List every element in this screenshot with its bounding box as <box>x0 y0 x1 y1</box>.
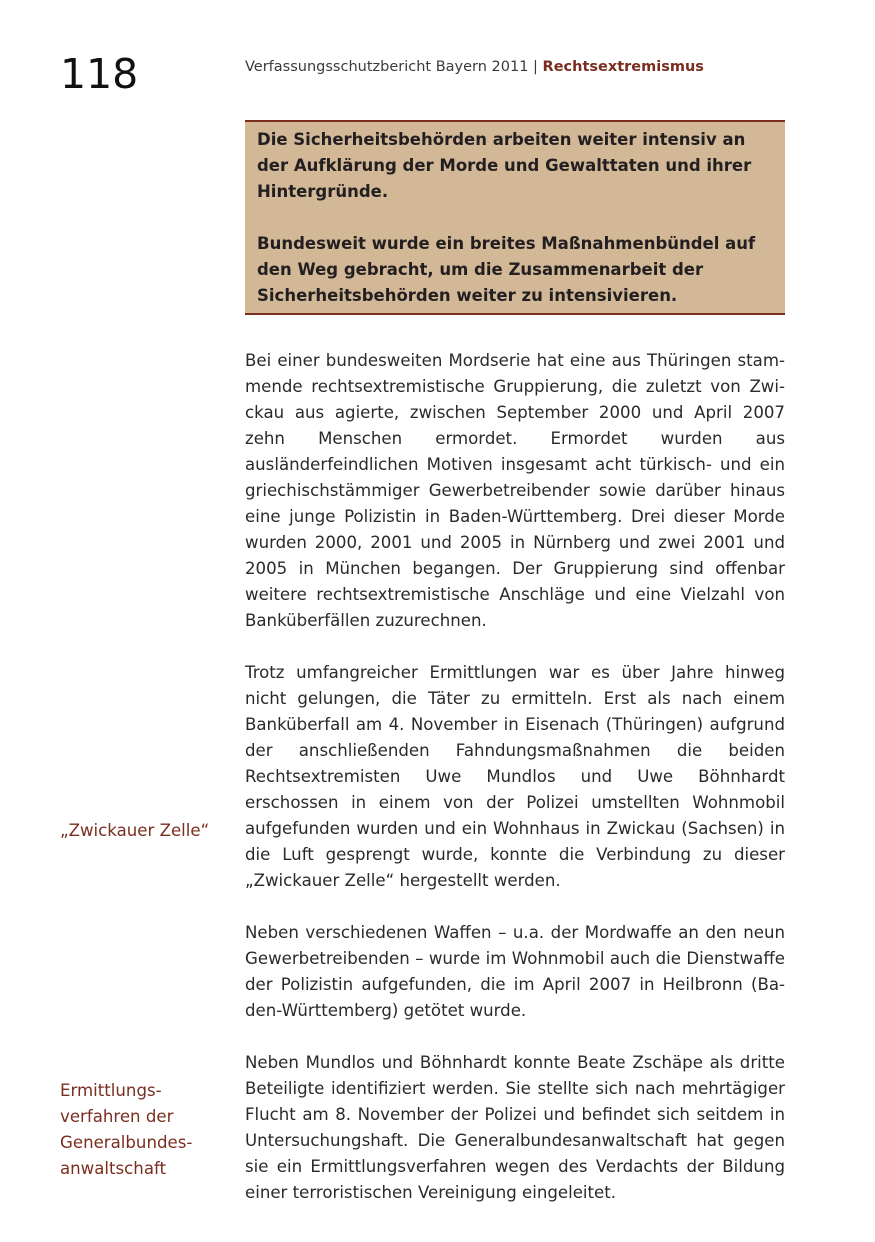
margin-note-line: Generalbundes- <box>60 1133 193 1152</box>
summary-paragraph: Bundesweit wurde ein breites Maßnahmenbündel auf den Weg gebracht, um die Zusammenarbeit der Sicherheitsbehörden weiter zu intensivieren. <box>257 234 756 305</box>
body-paragraph: Trotz umfangreicher Ermittlungen war es über Jahre hinweg nicht gelungen, die Täter zu ermitteln. Erst als nach einem Banküberfall am 4. November in Eisenach (Thüringen) aufgrund der anschließenden Fahndungsmaßnahmen die beiden Rechtsextremisten Uwe Mundlos und Uwe Böhnhardt erschossen in einem von der Polizei umstellten Wohnmobil aufgefunden wurden und ein Wohnhaus in Zwickau (Sachsen) in die Luft gesprengt wurde, konnte die Verbindung zu dieser „Zwickauer Zelle“ hergestellt werden. <box>245 663 785 890</box>
page-number: 118 <box>60 50 139 98</box>
summary-paragraph: Die Sicherheitsbehörden arbeiten weiter intensiv an der Aufklärung der Morde und Gewalttaten und ihrer Hintergründe. <box>257 130 752 201</box>
summary-box <box>245 120 785 315</box>
body-paragraph: Bei einer bundesweiten Mordserie hat eine aus Thüringen stammende rechtsextremistische Gruppierung, die zuletzt von Zwickau aus agierte, zwischen September 2000 und April 2007 zehn Menschen ermordet. Ermordet wurden aus ausländerfeindlichen Motiven insgesamt acht türkisch- und ein griechischstämmiger Gewerbetreibender sowie darüber hinaus eine junge Polizistin in Baden-Württemberg. Drei dieser Morde wurden 2000, 2001 und 2005 in Nürnberg und zwei 2001 und 2005 in München begangen. Der Gruppierung sind offenbar weitere rechtsextremistische Anschläge und eine Vielzahl von Banküberfällen zuzurechnen. <box>245 351 785 630</box>
margin-note-zwickauer-zelle: „Zwickauer Zelle“ <box>60 821 210 840</box>
section-title: Rechtsextremismus <box>542 59 704 75</box>
running-header <box>245 57 704 77</box>
report-title: Verfassungsschutzbericht Bayern 2011 <box>245 59 529 75</box>
header-separator: | <box>533 59 538 75</box>
body-text <box>245 348 785 1206</box>
margin-note-line: anwaltschaft <box>60 1159 167 1178</box>
body-paragraph: Neben verschiedenen Waffen – u.a. der Mordwaffe an den neun Gewerbetreibenden – wurde im Wohnmobil auch die Dienstwaffe der Polizistin aufgefunden, die im April 2007 in Heilbronn (Baden-Württemberg) getötet wurde. <box>245 923 785 1020</box>
margin-note-line: verfahren der <box>60 1107 174 1126</box>
margin-note-line: Ermittlungs- <box>60 1081 162 1100</box>
body-paragraph: Neben Mundlos und Böhnhardt konnte Beate Zschäpe als dritte Beteiligte identifiziert werden. Sie stellte sich nach mehrtägiger Flucht am 8. November der Polizei und befindet sich seitdem in Untersuchungshaft. Die Generalbundesanwaltschaft hat gegen sie ein Ermittlungsverfahren wegen des Verdachts der Bildung einer terroristischen Vereinigung eingeleitet. <box>245 1053 785 1202</box>
margin-note-ermittlungsverfahren <box>60 1078 230 1182</box>
